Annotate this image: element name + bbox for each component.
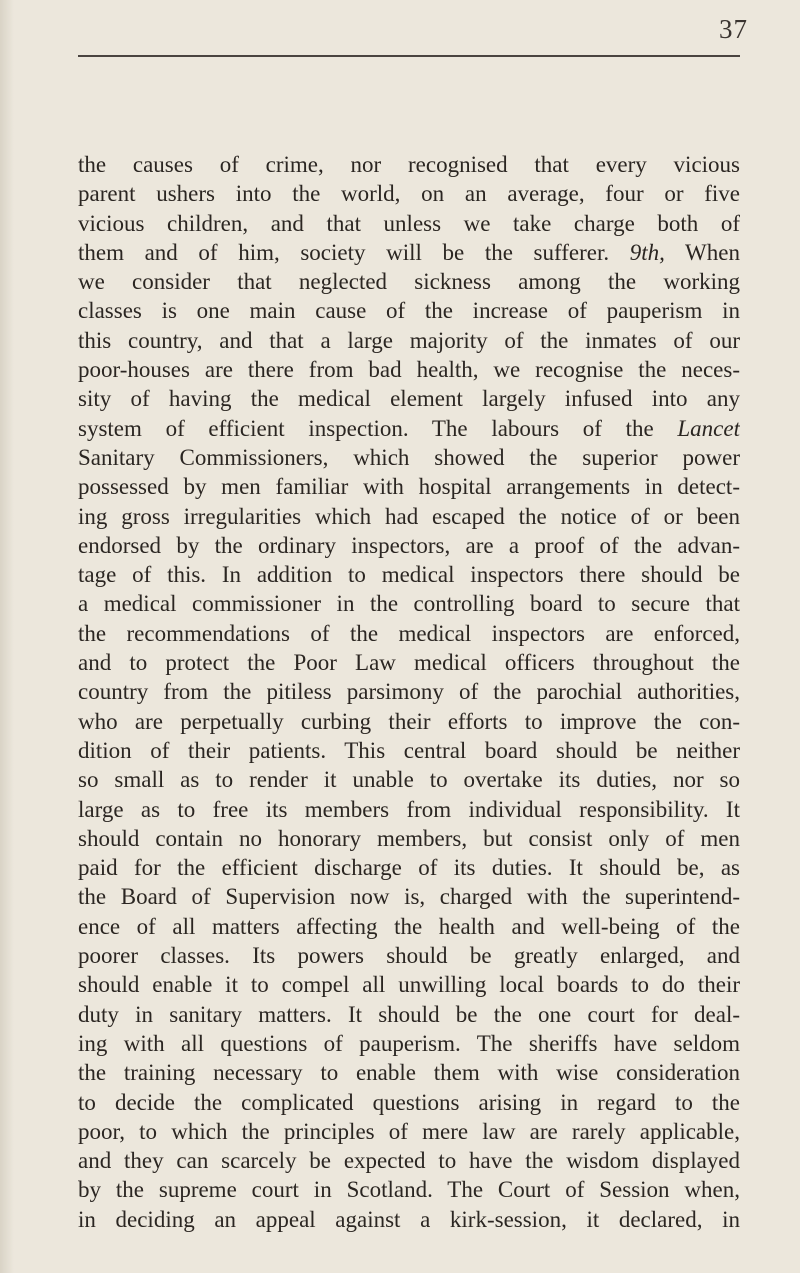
text-run: vicious children, and that unless we take charge both of	[78, 210, 740, 236]
text-line	[78, 443, 740, 472]
text-line	[78, 326, 740, 355]
text-run: so small as to render it unable to overtake its duties, nor so	[78, 767, 740, 793]
text-line	[78, 209, 740, 238]
text-run: classes is one main cause of the increase of pauperism in	[78, 298, 740, 324]
text-line	[78, 531, 740, 560]
text-line	[78, 179, 740, 208]
text-run: country from the pitiless parsimony of the parochial authorities,	[78, 679, 740, 705]
text-run: the training necessary to enable them with wise consideration	[78, 1060, 740, 1086]
text-line	[78, 502, 740, 531]
text-line	[78, 384, 740, 413]
page-number: 37	[719, 14, 748, 44]
text-run: sity of having the medical element largely infused into any	[78, 386, 740, 412]
text-run: a medical commissioner in the controlling board to secure that	[78, 591, 740, 617]
text-line	[78, 853, 740, 882]
text-line	[78, 1146, 740, 1175]
text-run: dition of their patients. This central board should be neither	[78, 737, 740, 763]
text-run: Sanitary Commissioners, which showed the superior power	[78, 444, 740, 470]
text-run: who are perpetually curbing their efforts to improve the con-	[78, 708, 740, 734]
text-line	[78, 970, 740, 999]
text-run: system of efficient inspection. The labours of the	[78, 415, 678, 441]
text-line	[78, 296, 740, 325]
text-line	[78, 1175, 740, 1204]
text-line	[78, 355, 740, 384]
text-line	[78, 824, 740, 853]
text-line	[78, 1029, 740, 1058]
text-run: we consider that neglected sickness among the working	[78, 269, 740, 295]
italic-text-run: Lancet	[677, 415, 740, 441]
text-line	[78, 472, 740, 501]
text-line	[78, 1088, 740, 1117]
text-run: and to protect the Poor Law medical officers throughout the	[78, 650, 740, 676]
text-run: ing gross irregularities which had escaped the notice of or been	[78, 503, 740, 529]
text-run: poorer classes. Its powers should be greatly enlarged, and	[78, 943, 740, 969]
text-run: parent ushers into the world, on an average, four or five	[78, 181, 740, 207]
text-line	[78, 560, 740, 589]
text-line	[78, 736, 740, 765]
text-run: poor, to which the principles of mere law are rarely applicable,	[78, 1118, 740, 1144]
text-run: poor-houses are there from bad health, we recognise the neces-	[78, 357, 740, 383]
text-line	[78, 589, 740, 618]
text-line	[78, 707, 740, 736]
text-run: should enable it to compel all unwilling local boards to do their	[78, 972, 740, 998]
text-line	[78, 795, 740, 824]
text-run: When	[664, 239, 740, 265]
text-line	[78, 912, 740, 941]
text-run: ence of all matters affecting the health and well-being of the	[78, 913, 740, 939]
text-run: to decide the complicated questions arising in regard to the	[78, 1089, 740, 1115]
body-text	[78, 150, 740, 1234]
text-line	[78, 150, 740, 179]
text-line	[78, 619, 740, 648]
text-run: the causes of crime, nor recognised that every vicious	[78, 152, 740, 177]
text-run: ing with all questions of pauperism. The sheriffs have seldom	[78, 1030, 740, 1056]
text-line	[78, 882, 740, 911]
text-line	[78, 765, 740, 794]
italic-text-run: 9th,	[629, 239, 665, 265]
text-run: large as to free its members from individual responsibility. It	[78, 796, 740, 822]
text-run: the recommendations of the medical inspectors are enforced,	[78, 620, 740, 646]
text-run: tage of this. In addition to medical inspectors there should be	[78, 562, 740, 588]
text-line	[78, 677, 740, 706]
text-line	[78, 1000, 740, 1029]
text-run: the Board of Supervision now is, charged with the superintend-	[78, 884, 740, 910]
text-run: possessed by men familiar with hospital arrangements in detect-	[78, 474, 740, 500]
text-run: endorsed by the ordinary inspectors, are a proof of the advan-	[78, 532, 740, 558]
text-run: duty in sanitary matters. It should be the one court for deal-	[78, 1001, 740, 1027]
text-run: paid for the efficient discharge of its duties. It should be, as	[78, 855, 740, 881]
header-rule	[78, 55, 740, 57]
text-line	[78, 648, 740, 677]
text-run: should contain no honorary members, but consist only of men	[78, 825, 740, 851]
text-line	[78, 941, 740, 970]
text-line	[78, 267, 740, 296]
text-line	[78, 414, 740, 443]
text-run: them and of him, society will be the sufferer.	[78, 239, 630, 265]
page-edge-shadow	[0, 0, 14, 1273]
text-line	[78, 238, 740, 267]
text-run: and they can scarcely be expected to have the wisdom displayed	[78, 1148, 740, 1174]
text-run: this country, and that a large majority of the inmates of our	[78, 327, 740, 353]
text-line	[78, 1205, 740, 1234]
text-line	[78, 1117, 740, 1146]
text-run: in deciding an appeal against a kirk-session, it declared, in	[78, 1206, 740, 1232]
text-run: by the supreme court in Scotland. The Court of Session when,	[78, 1177, 740, 1203]
text-line	[78, 1058, 740, 1087]
